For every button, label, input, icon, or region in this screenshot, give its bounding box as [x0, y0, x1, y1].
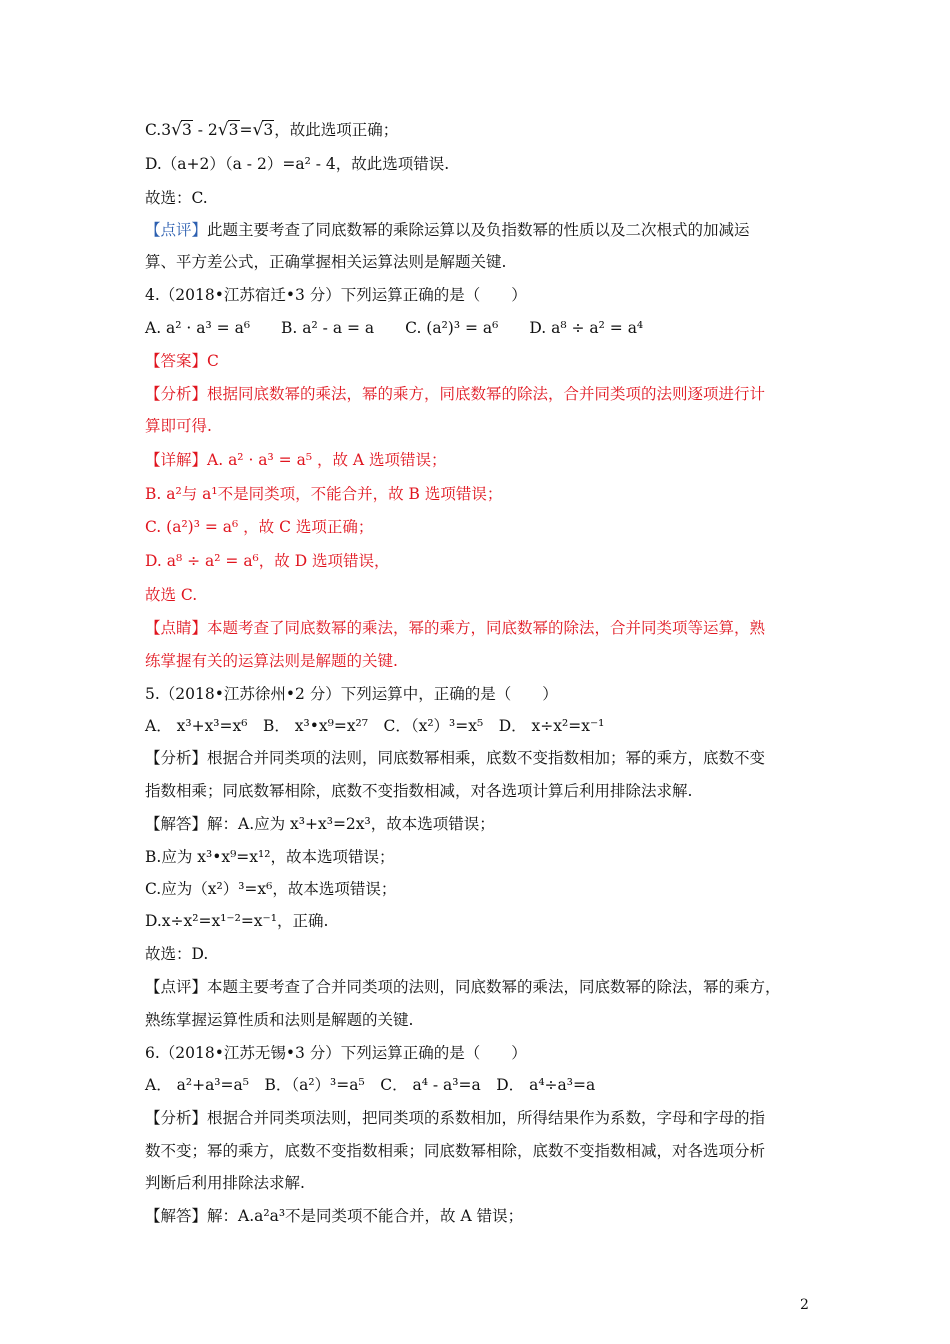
comment-tag: 【点评】: [145, 221, 208, 239]
q5-choice: 故选：D.: [145, 945, 209, 963]
option-c-line: [145, 118, 398, 140]
comment-line-1: [145, 218, 750, 240]
answer-choice-line: 故选：C.: [145, 189, 208, 207]
q6-analysis-line-1: 【分析】根据合并同类项法则，把同类项的系数相加，所得结果作为系数，字母和字母的指: [145, 1109, 766, 1127]
detail-text-a: A. a² · a³ = a⁵ ，故 A 选项错误；: [207, 451, 447, 469]
detail-line-b: B. a²与 a¹不是同类项，不能合并，故 B 选项错误；: [145, 485, 503, 503]
q5-solution-d: D.x÷x²=x¹⁻²=x⁻¹，正确.: [145, 912, 329, 930]
q6-analysis-line-2: 数不变；幂的乘方，底数不变指数相乘；同底数幂相除，底数不变指数相减，对各选项分析: [145, 1142, 766, 1160]
detail-line-a: [145, 448, 447, 470]
q6-solution-a: 【解答】解：A.a²a³不是同类项不能合并，故 A 错误；: [145, 1207, 524, 1225]
analysis-text: 根据同底数幂的乘法，幂的乘方，同底数幂的除法，合并同类项的法则逐项进行计: [207, 385, 766, 403]
q6-analysis-line-3: 判断后利用排除法求解.: [145, 1174, 305, 1192]
insight-line-2: 练掌握有关的运算法则是解题的关键.: [145, 652, 398, 670]
question-4-options: A. a² · a³ = a⁶ B. a² - a = a C. (a²)³ = a⁶ D. a⁸ ÷ a² = a⁴: [145, 319, 644, 337]
option-d-line: D.（a+2）（a - 2）=a² - 4，故此选项错误.: [145, 155, 450, 173]
radicand-1: 3: [181, 121, 192, 139]
answer-value: C: [207, 352, 219, 370]
question-6-stem: 6.（2018•江苏无锡•3 分）下列运算正确的是（ ）: [145, 1044, 527, 1062]
insight-tag: 【点睛】: [145, 619, 208, 637]
question-5-stem: 5.（2018•江苏徐州•2 分）下列运算中，正确的是（ ）: [145, 685, 558, 703]
radicand-2: 3: [228, 121, 239, 139]
detail-tag: 【详解】: [145, 451, 208, 469]
q5-comment-1: 【点评】本题主要考查了合并同类项的法则，同底数幂的乘法，同底数幂的除法，幂的乘方，: [145, 978, 781, 996]
question-5-options: A． x³+x³=x⁶ B． x³•x⁹=x²⁷ C．（x²）³=x⁵ D． x÷x²=x⁻¹: [145, 717, 605, 735]
question-4-stem: 4.（2018•江苏宿迁•3 分）下列运算正确的是（ ）: [145, 286, 527, 304]
q5-solution-b: B.应为 x³•x⁹=x¹²，故本选项错误；: [145, 848, 395, 866]
option-c-mid: - 2: [192, 121, 218, 139]
radical-sign-1: √: [171, 120, 182, 140]
comment-text: 此题主要考查了同底数幂的乘除运算以及负指数幂的性质以及二次根式的加减运: [207, 221, 750, 239]
option-c-eq: =: [239, 121, 253, 139]
radicand-3: 3: [263, 121, 274, 139]
comment-line-2: 算、平方差公式，正确掌握相关运算法则是解题关键.: [145, 253, 507, 271]
answer-tag: 【答案】: [145, 352, 208, 370]
analysis-tag: 【分析】: [145, 385, 208, 403]
question-6-options: A． a²+a³=a⁵ B．（a²）³=a⁵ C． a⁴ - a³=a D． a⁴÷a³=a: [145, 1076, 596, 1094]
option-c-prefix: C.3: [145, 121, 172, 139]
radical-sign-2: √: [217, 120, 229, 140]
answer-line: [145, 349, 219, 371]
q5-analysis-line-1: 【分析】根据合并同类项的法则，同底数幂相乘，底数不变指数相加；幂的乘方，底数不变: [145, 749, 766, 767]
detail-line-d: D. a⁸ ÷ a² = a⁶，故 D 选项错误，: [145, 552, 390, 570]
insight-line-1: [145, 616, 765, 638]
q5-comment-2: 熟练掌握运算性质和法则是解题的关键.: [145, 1011, 414, 1029]
analysis-line-2: 算即可得.: [145, 417, 212, 435]
q5-analysis-line-2: 指数相乘；同底数幂相除，底数不变指数相减，对各选项计算后利用排除法求解.: [145, 782, 693, 800]
insight-text: 本题考查了同底数幂的乘法，幂的乘方，同底数幂的除法，合并同类项等运算，熟: [207, 619, 766, 637]
radical-sign-3: √: [252, 120, 264, 140]
q5-solution-a: 【解答】解：A.应为 x³+x³=2x³，故本选项错误；: [145, 815, 495, 833]
page-number: 2: [800, 1297, 809, 1313]
option-c-suffix: ，故此选项正确；: [274, 121, 399, 139]
analysis-line-1: [145, 382, 765, 404]
detail-conclusion: 故选 C.: [145, 586, 198, 604]
q5-solution-c: C.应为（x²）³=x⁶，故本选项错误；: [145, 880, 397, 898]
detail-line-c: C. (a²)³ = a⁶ ，故 C 选项正确；: [145, 518, 374, 536]
